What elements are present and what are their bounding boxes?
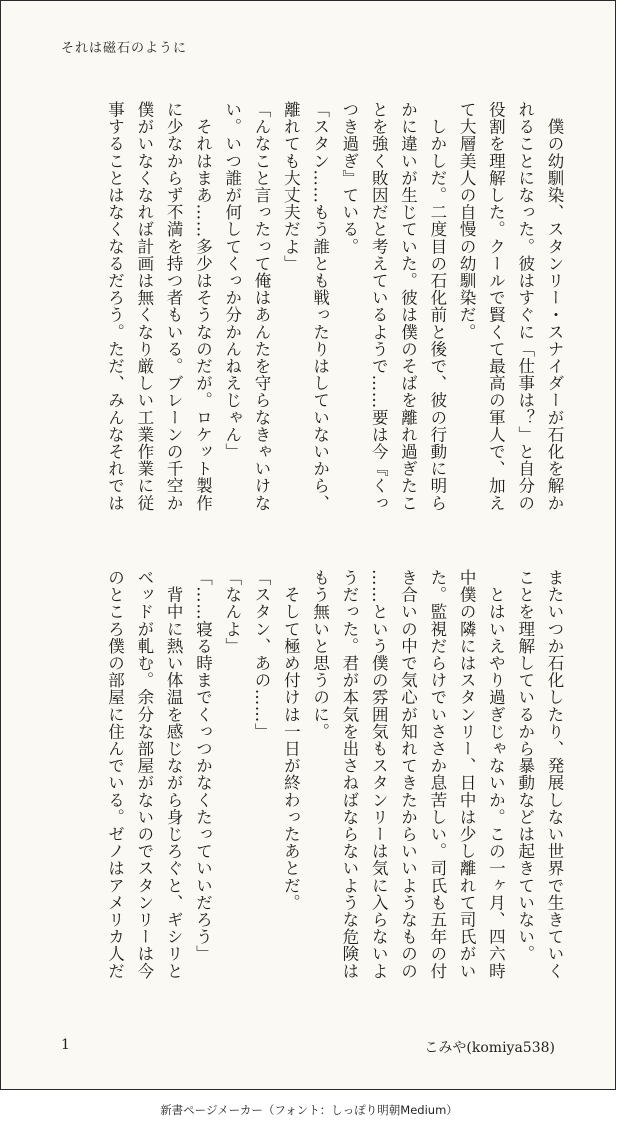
running-title: それは磁石のように <box>61 41 188 56</box>
text-line: 僕がいなくなれば計画は無くなり厳しい工業作業に従 <box>134 101 154 512</box>
text-block-top <box>69 101 569 541</box>
text-line: ……という僕の雰囲気もスタンリーは気に入らないよ <box>369 569 389 980</box>
text-line: て大層美人の自慢の幼馴染だ。 <box>457 101 477 341</box>
text-line: つき過ぎ』ている。 <box>339 101 359 255</box>
text-line: とはいえやり過ぎじゃないか。この一ヶ月、四六時 <box>486 569 506 980</box>
text-line: のところ僕の部屋に住んでいる。ゼノはアメリカ人だ <box>105 569 125 980</box>
text-line: またいつか石化したり、発展しない世界で生きていく <box>545 569 564 980</box>
text-line: に少なからず不満を持つ者もいる。ブレーンの千空か <box>164 101 184 512</box>
page-number: 1 <box>61 1037 70 1053</box>
text-line: た。監視だらけでいささか息苦しい。司氏も五年の付 <box>427 569 447 980</box>
text-line: それはまあ……多少はそうなのだが。ロケット製作 <box>193 101 213 512</box>
text-line: しかしだ。二度目の石化前と後で、彼の行動に明ら <box>427 101 447 512</box>
text-block-bottom <box>69 569 569 1009</box>
text-line: そして極め付けは一日が終わったあとだ。 <box>281 569 301 911</box>
text-line: 中僕の隣にはスタンリー、日中は少し離れて司氏がい <box>457 569 477 980</box>
text-line: い。いつ誰が何してくっか分かんねえじゃん」 <box>222 101 242 461</box>
text-line: 離れても大丈夫だよ」 <box>281 101 301 272</box>
text-line: 「……寝る時までくっつかなくたっていいだろう」 <box>193 569 213 963</box>
footer-caption: 新書ページメーカー（フォント：しっぽり明朝Medium） <box>160 1103 458 1117</box>
text-line: ことを理解しているから暴動などは起きていない。 <box>515 569 535 963</box>
text-line: れることになった。彼はすぐに「仕事は？」と自分の <box>515 101 535 512</box>
text-line: とを強く敗因だと考えているようで……要は今『くっ <box>369 101 389 512</box>
text-line: うだった。君が本気を出さねばならないような危険は <box>339 569 359 980</box>
text-line: 僕の幼馴染、スタンリー・スナイダーが石化を解か <box>545 101 564 512</box>
text-line: かに違いが生じていた。彼は僕のそばを離れ過ぎたこ <box>398 101 418 512</box>
text-line: 背中に熱い体温を感じながら身じろぐと、ギシリと <box>164 569 184 980</box>
text-line: もう無いと思うのに。 <box>310 569 330 740</box>
text-line: ベッドが軋む。余分な部屋がないのでスタンリーは今 <box>134 569 154 980</box>
text-line: き合いの中で気心が知れてきたからいいようなものの <box>398 569 418 980</box>
text-line: 「んなこと言ったって俺はあんたを守らなきゃいけな <box>252 101 272 512</box>
text-line: 「スタン、あの……」 <box>252 569 272 740</box>
author-credit: こみや(komiya538) <box>424 1040 555 1056</box>
text-line: 事することはなくなるだろう。ただ、みんなそれでは <box>105 101 125 512</box>
text-line: 役割を理解した。クールで賢くて最高の軍人で、加え <box>486 101 506 512</box>
text-line: 「なんよ」 <box>222 569 242 655</box>
text-line: 「スタン……もう誰とも戦ったりはしていないから、 <box>310 101 330 512</box>
